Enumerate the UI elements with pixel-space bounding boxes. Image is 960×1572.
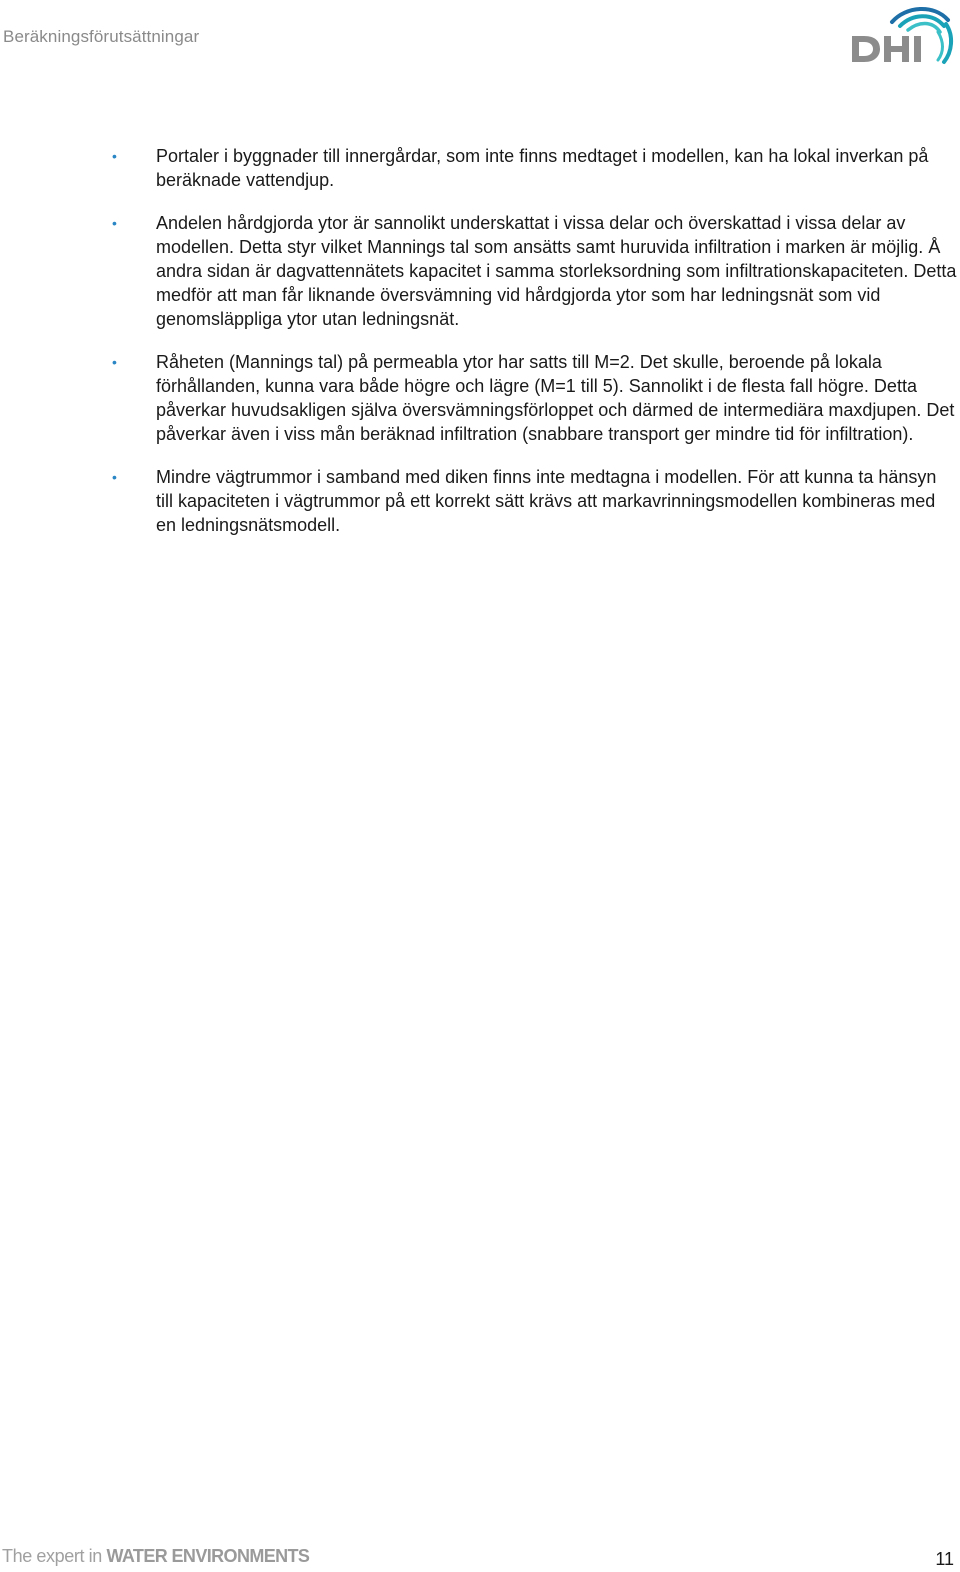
list-item (112, 144, 957, 192)
list-item-text: Råheten (Mannings tal) på permeabla ytor har satts till M=2. Det skulle, beroende på lokala förhållanden, kunna vara både högre och lägre (M=1 till 5). Sannolikt i de flesta fall högre. Detta påverkar huvudsakligen själva översvämningsförloppet och därmed de intermediära maxdjupen. Det påverkar även i viss mån beräknad infiltration (snabbare transport ger mindre tid för infiltration). (156, 352, 955, 444)
page-number: 11 (935, 1549, 954, 1569)
list-item (112, 350, 957, 446)
list-item-text: Mindre vägtrummor i samband med diken finns inte medtagna i modellen. För att kunna ta hänsyn till kapaciteten i vägtrummor på ett korrekt sätt krävs att markavrinningsmodellen kombineras med en ledningsnätsmodell. (156, 467, 937, 535)
bullet-marker: • (112, 148, 117, 164)
bullet-marker: • (112, 469, 117, 485)
list-item (112, 465, 957, 537)
list-item-text: Andelen hårdgjorda ytor är sannolikt underskattat i vissa delar och överskattad i vissa delar av modellen. Detta styr vilket Mannings tal som ansätts samt huruvida infiltration i marken är möjlig. Å andra sidan är dagvattennätets kapacitet i samma storleksordning som infiltrationskapaciteten. Detta medför att man får liknande översvämning vid hårdgjorda ytor som har ledningsnät som vid genomsläppliga ytor utan ledningsnät. (156, 213, 957, 329)
dhi-logo-mark (848, 2, 956, 68)
list-item-text: Portaler i byggnader till innergårdar, som inte finns medtaget i modellen, kan ha lokal inverkan på beräknade vattendjup. (156, 146, 929, 190)
running-header-title: Beräkningsförutsättningar (3, 27, 200, 46)
dhi-logo (848, 2, 956, 68)
footer-tagline (2, 1546, 309, 1567)
footer-tagline-light: The expert in (2, 1546, 107, 1566)
bullet-marker: • (112, 354, 117, 370)
bullet-list (112, 144, 957, 556)
footer-tagline-bold: WATER ENVIRONMENTS (106, 1546, 310, 1566)
bullet-marker: • (112, 215, 117, 231)
list-item (112, 211, 957, 331)
